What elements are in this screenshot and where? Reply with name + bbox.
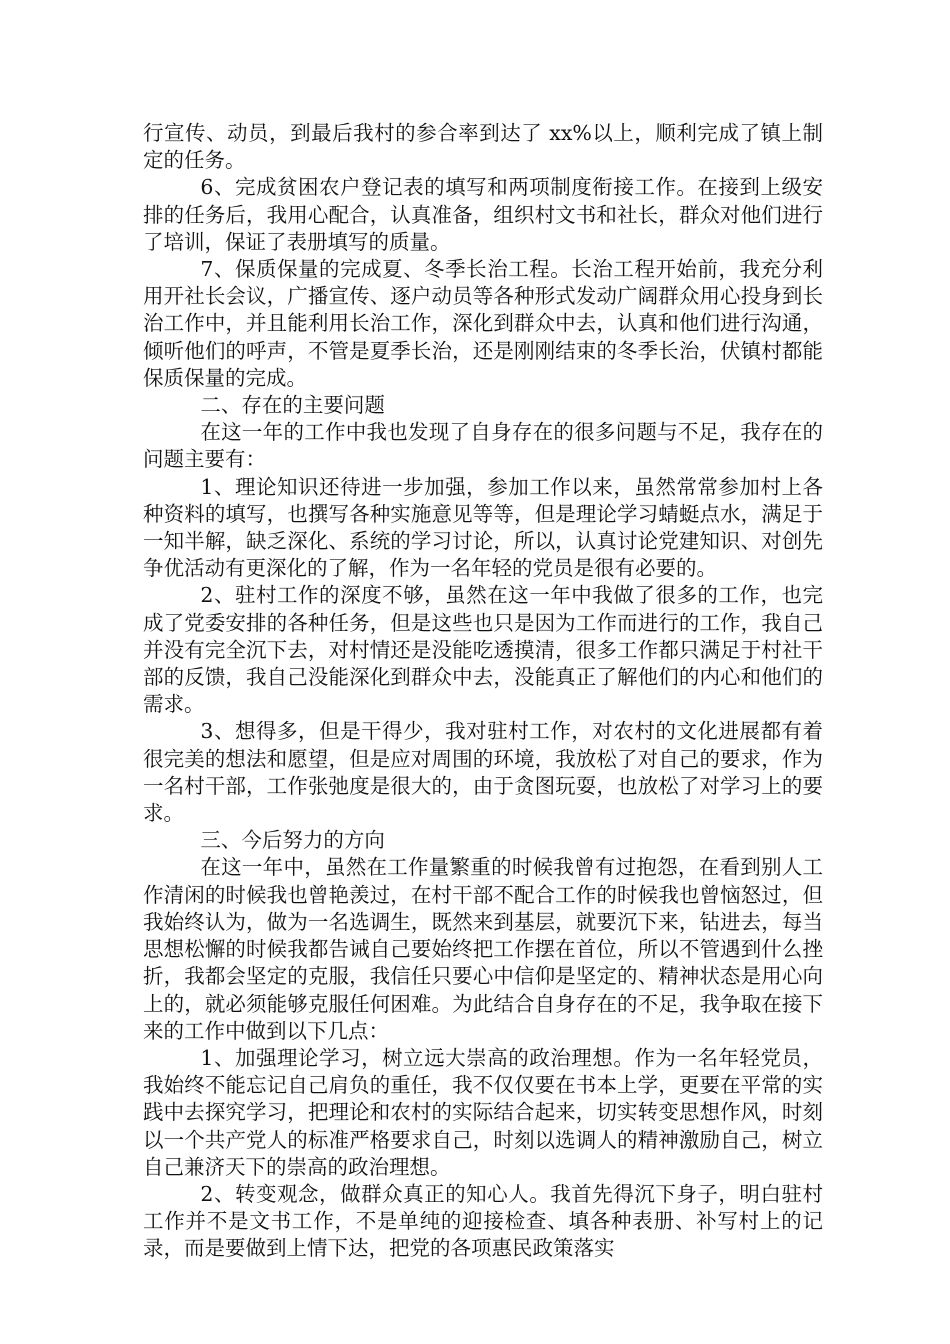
paragraph-direction-2: 2、转变观念，做群众真正的知心人。我首先得沉下身子，明白驻村工作并不是文书工作，不是单纯的迎接检查、填各种表册、补写村上的记录，而是要做到上情下达，把党的各项惠民政策落实 (143, 1181, 823, 1261)
section-heading-3: 三、今后努力的方向 (200, 828, 385, 853)
paragraph-item-6: 6、完成贫困农户登记表的填写和两项制度衔接工作。在接到上级安排的任务后，我用心配合，认真准备，组织村文书和社长，群众对他们进行了培训，保证了表册填写的质量。 (143, 175, 823, 254)
paragraph-problem-1: 1、理论知识还待进一步加强，参加工作以来，虽然常常参加村上各种资料的填写，也撰写各种实施意见等等，但是理论学习蜻蜓点水，满足于一知半解，缺乏深化、系统的学习讨论，所以，认真讨论党建知识、对创先争优活动有更深化的了解，作为一名年轻的党员是很有必要的。 (143, 474, 823, 581)
section-heading-2: 二、存在的主要问题 (200, 393, 385, 418)
document-body (143, 120, 823, 1263)
paragraph-direction-1: 1、加强理论学习，树立远大崇高的政治理想。作为一名年轻党员，我始终不能忘记自己肩负的重任，我不仅仅要在书本上学，更要在平常的实践中去探究学习，把理论和农村的实际结合起来，切实转变思想作风，时刻以一个共产党人的标准严格要求自己，时刻以选调人的精神激励自己，树立自己兼济天下的崇高的政治理想。 (143, 1045, 823, 1179)
paragraph-item-7: 7、保质保量的完成夏、冬季长治工程。长治工程开始前，我充分利用开社长会议，广播宣传、逐户动员等各种形式发动广阔群众用心投身到长治工作中，并且能利用长治工作，深化到群众中去，认真和他们进行沟通，倾听他们的呼声，不管是夏季长治，还是刚刚结束的冬季长治，伏镇村都能保质保量的完成。 (143, 257, 823, 390)
paragraph-problem-2: 2、驻村工作的深度不够，虽然在这一年中我做了很多的工作，也完成了党委安排的各种任务，但是这些也只是因为工作而进行的工作，我自己并没有完全沉下去，对村情还是没能吃透摸清，很多工作都只满足于村社干部的反馈，我自己没能深化到群众中去，没能真正了解他们的内心和他们的需求。 (143, 583, 823, 717)
paragraph-direction-intro: 在这一年中，虽然在工作量繁重的时候我曾有过抱怨，在看到别人工作清闲的时候我也曾艳羡过，在村干部不配合工作的时候我也曾恼怒过，但我始终认为，做为一名选调生，既然来到基层，就要沉下来，钻进去，每当思想松懈的时候我都告诫自己要始终把工作摆在首位，所以不管遇到什么挫折，我都会坚定的克服，我信任只要心中信仰是坚定的、精神状态是用心向上的，就必须能够克服任何困难。为此结合自身存在的不足，我争取在接下来的工作中做到以下几点： (143, 855, 823, 1043)
paragraph-continuation: 行宣传、动员，到最后我村的参合率到达了 xx%以上，顺利完成了镇上制定的任务。 (143, 121, 823, 173)
paragraph-problems-intro: 在这一年的工作中我也发现了自身存在的很多问题与不足，我存在的问题主要有： (143, 420, 823, 472)
paragraph-problem-3: 3、想得多，但是干得少，我对驻村工作，对农村的文化进展都有着很完美的想法和愿望，但是应对周围的环境，我放松了对自己的要求，作为一名村干部，工作张弛度是很大的，由于贪图玩耍，也放松了对学习上的要求。 (143, 719, 823, 826)
